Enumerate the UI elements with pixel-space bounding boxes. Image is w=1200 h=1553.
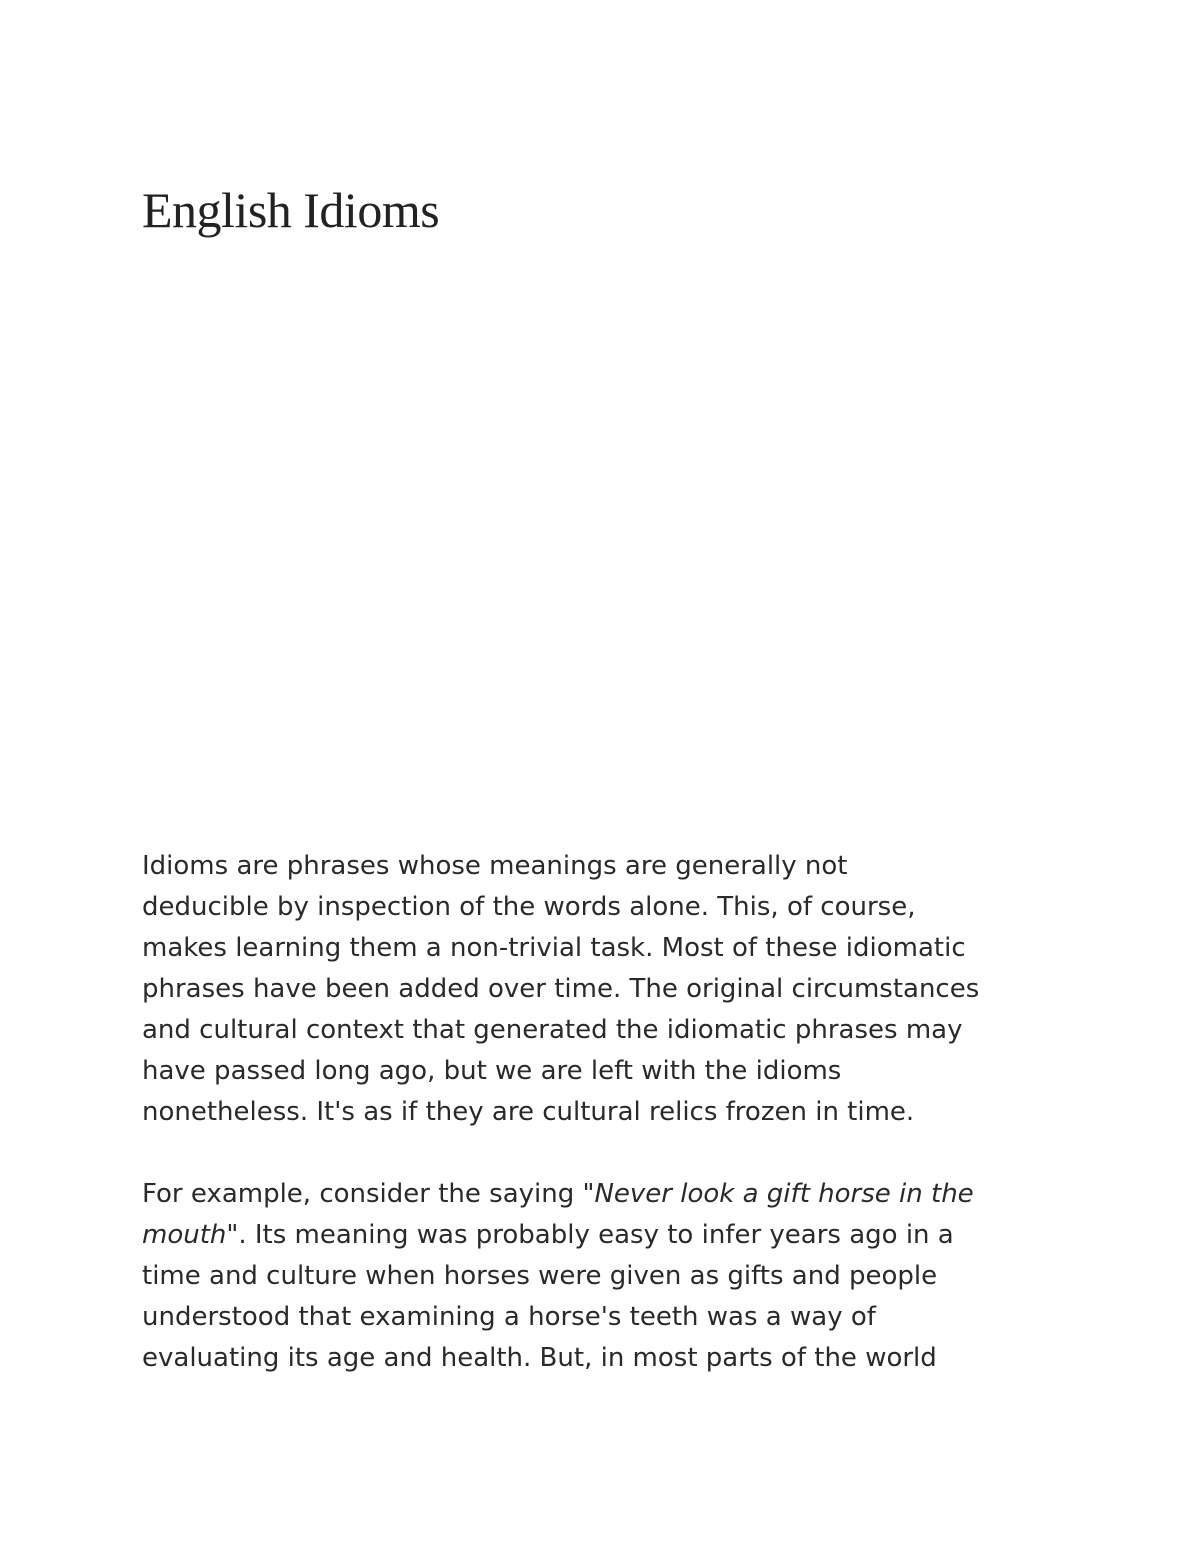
paragraph-line: phrases have been added over time. The original circumstances	[142, 974, 980, 1004]
line-text: ". Its meaning was probably easy to infer years ago in a	[226, 1220, 954, 1250]
paragraph-line: makes learning them a non-trivial task. Most of these idiomatic	[142, 933, 966, 963]
paragraph-line: understood that examining a horse's teeth was a way of	[142, 1302, 876, 1332]
page-title: English Idioms	[142, 182, 440, 238]
document-body	[142, 846, 1142, 1379]
paragraph-line: Idioms are phrases whose meanings are generally not	[142, 851, 848, 881]
paragraph-spacer	[142, 1133, 1142, 1174]
paragraph-line: evaluating its age and health. But, in most parts of the world	[142, 1343, 937, 1373]
paragraph-line: time and culture when horses were given as gifts and people	[142, 1261, 938, 1291]
paragraph-line: have passed long ago, but we are left with the idioms	[142, 1056, 842, 1086]
paragraph-line: and cultural context that generated the idiomatic phrases may	[142, 1015, 963, 1045]
paragraph-line	[142, 1215, 1142, 1256]
paragraph-example	[142, 1174, 1142, 1379]
paragraph-line: nonetheless. It's as if they are cultural relics frozen in time.	[142, 1097, 915, 1127]
paragraph-line: deducible by inspection of the words alone. This, of course,	[142, 892, 916, 922]
idiom-quote-end: mouth	[142, 1220, 227, 1250]
paragraph-intro	[142, 846, 1142, 1133]
paragraph-line	[142, 1174, 1142, 1215]
line-text: For example, consider the saying "	[142, 1179, 595, 1209]
idiom-quote: Never look a gift horse in the	[594, 1179, 974, 1209]
